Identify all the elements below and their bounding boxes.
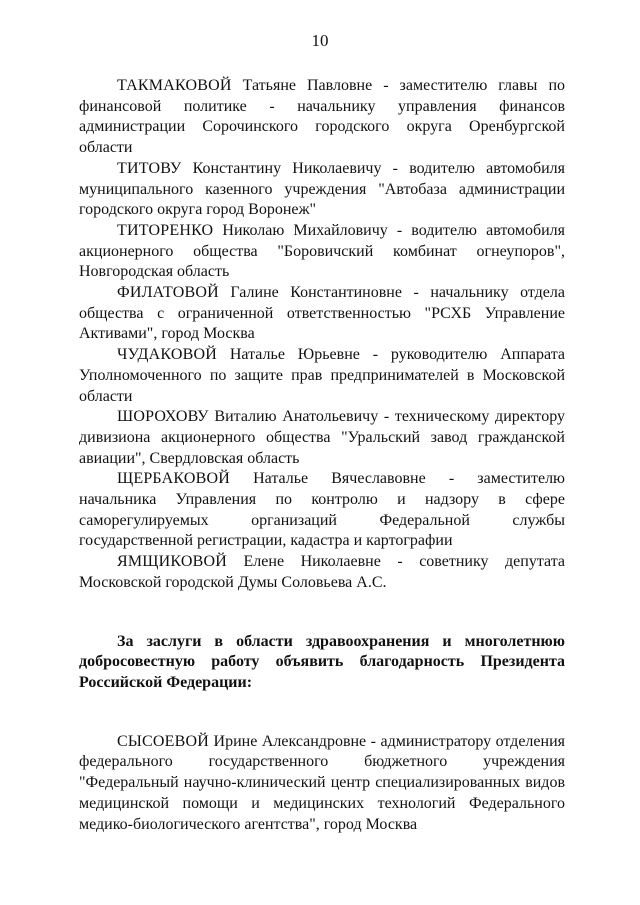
award-entry-shcherbakova	[79, 469, 565, 552]
person-details: Галине Константиновне - начальнику отдела общества с ограниченной ответственностью "РСХБ Управление Активами", город Москва	[79, 284, 565, 343]
person-surname: ЩЕРБАКОВОЙ	[117, 470, 230, 488]
person-details: Николаю Михайловичу - водителю автомобиля акционерного общества "Боровичский комбинат огнеупоров", Новгородская область	[79, 221, 566, 281]
person-details: Константину Николаевичу - водителю автомобиля муниципального казенного учреждения "Автобаза администрации городского округа город Воронеж"	[79, 159, 566, 219]
award-entry-chudakova	[79, 345, 565, 407]
person-surname: ТИТОРЕНКО	[117, 221, 214, 239]
person-details: Наталье Вячеславовне - заместителю начальника Управления по контролю и надзору в сфере саморегулируемых организаций Федеральной службы государственной регистрации, кадастра и картографии	[79, 470, 565, 550]
person-details: Наталье Юрьевне - руководителю Аппарата Уполномоченного по защите прав предпринимателей в Московской области	[79, 346, 566, 405]
person-details: Елене Николаевне - советнику депутата Московской городской Думы Соловьева А.С.	[79, 553, 566, 591]
decree-heading: За заслуги в области здравоохранения и многолетнюю добросовестную работу объявить благодарность Президента Российской Федерации:	[79, 632, 565, 691]
person-details: Татьяне Павловне - заместителю главы по финансовой политике - начальнику управления финансов администрации Сорочинского городского округа Оренбургской области	[79, 77, 566, 157]
document-body	[79, 76, 565, 835]
person-surname: ФИЛАТОВОЙ	[117, 284, 219, 302]
award-entry-titov	[79, 159, 565, 221]
award-entry-yamshchikova	[79, 552, 565, 593]
person-details: Виталию Анатольевичу - техническому директору дивизиона акционерного общества "Уральский завод гражданской авиации", Свердловская область	[79, 408, 565, 467]
page-number: 10	[311, 31, 329, 50]
person-surname: СЫСОЕВОЙ	[117, 732, 210, 750]
person-details: Ирине Александровне - администратору отделения федерального государственного бюджетного учреждения "Федеральный научно-клинический центр специализированных видов медицинской помощи и медицинских технологий Федерального медико-биологического агентства", город Москва	[79, 732, 565, 833]
award-entry-sysoeva	[79, 732, 565, 836]
award-entry-filatova	[79, 283, 565, 345]
award-entry-titorenko	[79, 221, 565, 283]
person-surname: ШОРОХОВУ	[117, 408, 209, 426]
award-entry-takmakova	[79, 76, 565, 159]
person-surname: ТИТОВУ	[117, 159, 182, 177]
person-surname: ТАКМАКОВОЙ	[117, 77, 232, 94]
person-surname: ЧУДАКОВОЙ	[117, 346, 217, 364]
person-surname: ЯМЩИКОВОЙ	[117, 553, 228, 571]
award-entry-shorokhov	[79, 407, 565, 469]
